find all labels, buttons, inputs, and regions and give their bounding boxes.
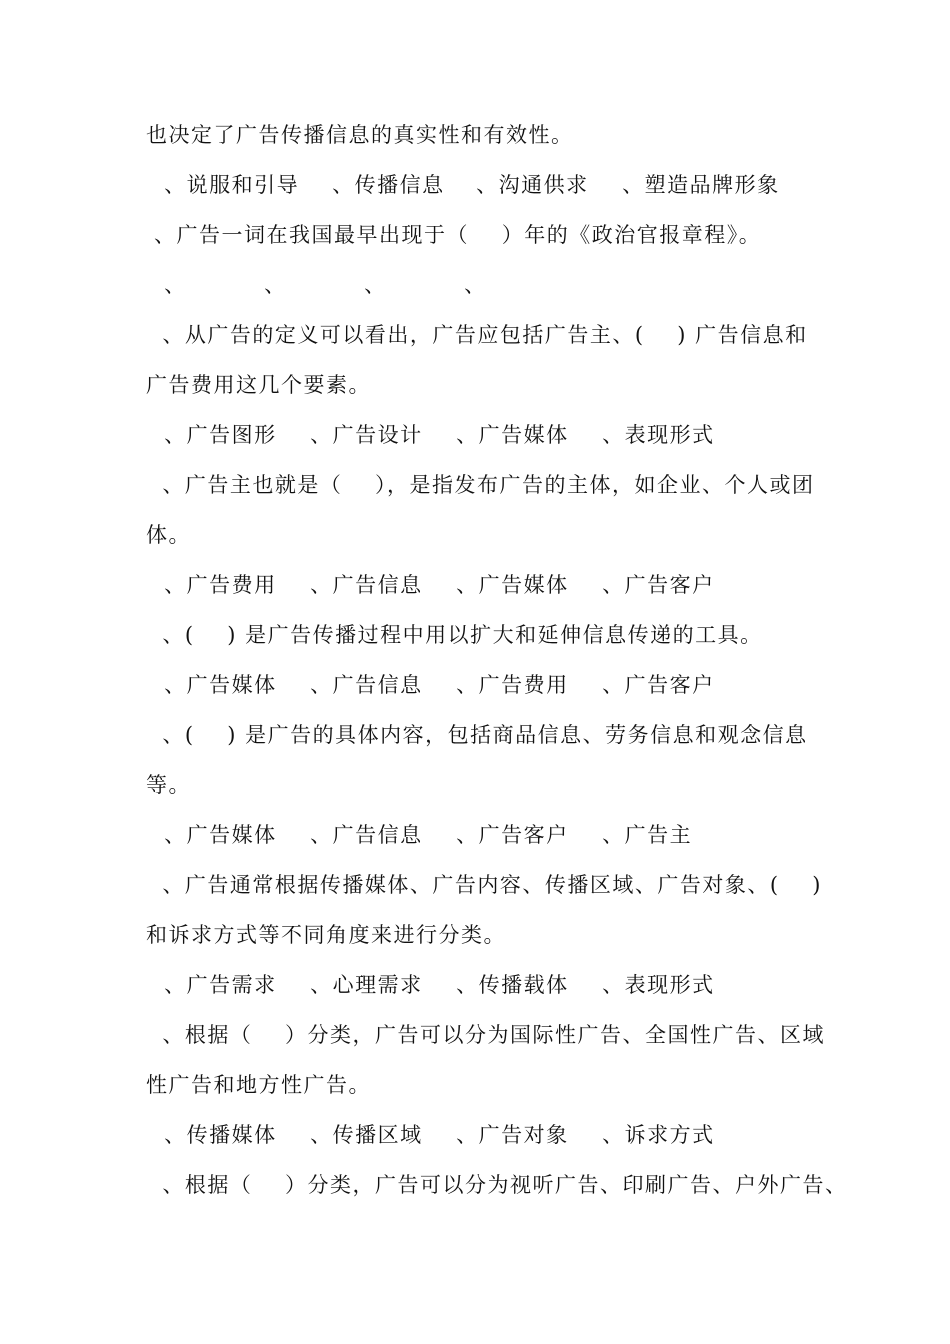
text-line: 和诉求方式等不同角度来进行分类。 bbox=[146, 923, 506, 947]
option-row bbox=[146, 1120, 848, 1300]
option-d: 、广告客户 bbox=[594, 673, 715, 697]
option-b: 、 bbox=[256, 273, 287, 297]
option-b: 、广告信息 bbox=[302, 573, 423, 597]
question-line: 、( ) 是广告的具体内容，包括商品信息、劳务信息和观念信息 bbox=[146, 723, 808, 747]
option-c: 、广告客户 bbox=[448, 823, 569, 847]
option-b: 、心理需求 bbox=[302, 973, 423, 997]
option-c: 、 bbox=[356, 273, 387, 297]
option-a: 、传播媒体 bbox=[156, 1123, 277, 1147]
option-b: 、广告信息 bbox=[302, 823, 423, 847]
option-a: 、广告费用 bbox=[156, 573, 277, 597]
text-line: 也决定了广告传播信息的真实性和有效性。 bbox=[146, 123, 574, 147]
option-a: 、广告图形 bbox=[156, 423, 277, 447]
question-line: 、( ) 是广告传播过程中用以扩大和延伸信息传递的工具。 bbox=[146, 623, 763, 647]
text-line: 等。 bbox=[146, 773, 191, 797]
option-b: 、广告设计 bbox=[302, 423, 423, 447]
option-a: 、广告需求 bbox=[156, 973, 277, 997]
text-line: 体。 bbox=[146, 523, 191, 547]
text-line: 广告费用这几个要素。 bbox=[146, 373, 371, 397]
question-line: 、根据（ ）分类，广告可以分为视听广告、印刷广告、户外广告、 bbox=[146, 1173, 848, 1197]
option-d: 、 bbox=[456, 273, 487, 297]
option-d: 、塑造品牌形象 bbox=[614, 173, 780, 197]
question-line: 、广告一词在我国最早出现于（ ）年的《政治官报章程》。 bbox=[154, 223, 762, 247]
option-d: 、广告客户 bbox=[594, 573, 715, 597]
question-line: 、广告通常根据传播媒体、广告内容、传播区域、广告对象、( ) bbox=[146, 873, 822, 897]
option-b: 、传播信息 bbox=[324, 173, 445, 197]
question-line: 、广告主也就是（ ），是指发布广告的主体，如企业、个人或团 bbox=[146, 473, 815, 497]
option-a: 、广告媒体 bbox=[156, 673, 277, 697]
option-d: 、表现形式 bbox=[594, 423, 715, 447]
option-c: 、广告对象 bbox=[448, 1123, 569, 1147]
question-line: 、从广告的定义可以看出，广告应包括广告主、( ) 广告信息和 bbox=[146, 323, 808, 347]
question-line: 、根据（ ）分类，广告可以分为国际性广告、全国性广告、区域 bbox=[146, 1023, 826, 1047]
option-c: 、广告媒体 bbox=[448, 423, 569, 447]
option-c: 、沟通供求 bbox=[468, 173, 589, 197]
option-d: 、广告主 bbox=[594, 823, 693, 847]
option-a: 、说服和引导 bbox=[156, 173, 300, 197]
option-c: 、广告媒体 bbox=[448, 573, 569, 597]
option-a: 、 bbox=[156, 273, 187, 297]
option-d: 、诉求方式 bbox=[594, 1123, 715, 1147]
option-c: 、广告费用 bbox=[448, 673, 569, 697]
option-a: 、广告媒体 bbox=[156, 823, 277, 847]
option-b: 、传播区域 bbox=[302, 1123, 423, 1147]
text-line: 性广告和地方性广告。 bbox=[146, 1073, 371, 1097]
option-c: 、传播载体 bbox=[448, 973, 569, 997]
option-d: 、表现形式 bbox=[594, 973, 715, 997]
option-b: 、广告信息 bbox=[302, 673, 423, 697]
